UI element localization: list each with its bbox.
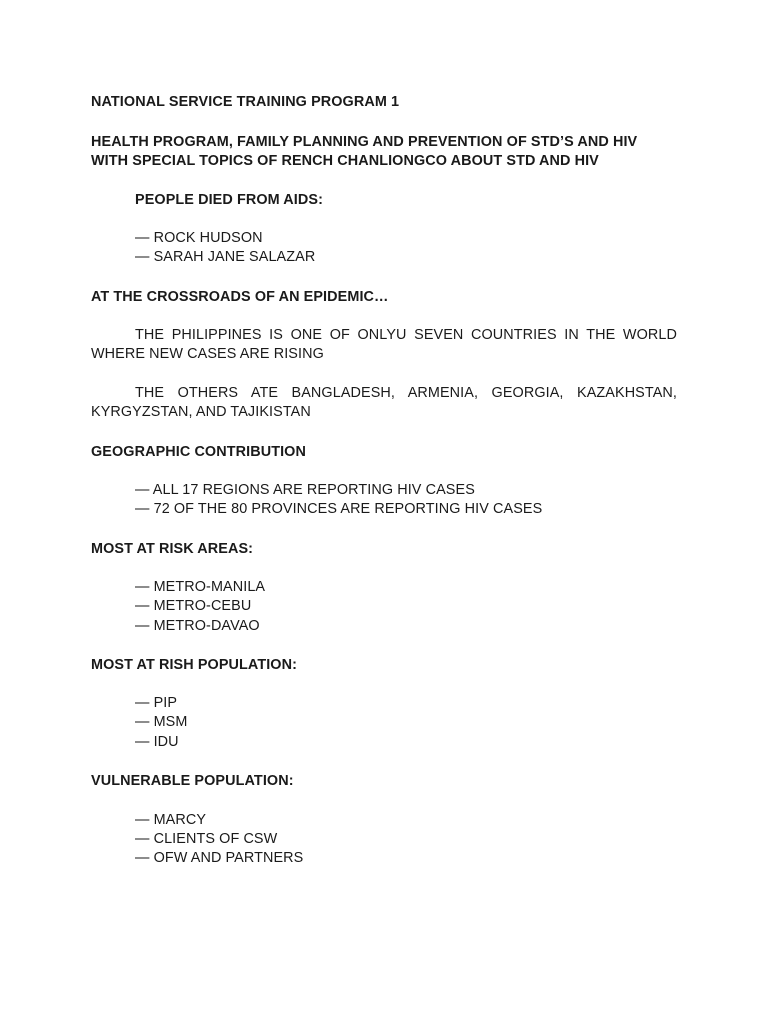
list-item: — METRO-DAVAO bbox=[135, 618, 260, 634]
list-item: — METRO-MANILA bbox=[135, 579, 266, 595]
vulnerable-heading: VULNERABLE POPULATION: bbox=[91, 773, 294, 789]
list-item: — OFW AND PARTNERS bbox=[135, 850, 304, 866]
list-item: — METRO-CEBU bbox=[135, 598, 252, 614]
list-item: — IDU bbox=[135, 734, 179, 750]
crossroads-paragraph-2-line-1: THE OTHERS ATE BANGLADESH, ARMENIA, GEORGIA, KAZAKHSTAN, bbox=[135, 385, 677, 401]
crossroads-paragraph-1-line-2: WHERE NEW CASES ARE RISING bbox=[91, 346, 324, 362]
crossroads-paragraph-1-line-1: THE PHILIPPINES IS ONE OF ONLYU SEVEN COUNTRIES IN THE WORLD bbox=[135, 327, 677, 343]
risk-areas-heading: MOST AT RISK AREAS: bbox=[91, 541, 254, 557]
risk-population-heading: MOST AT RISH POPULATION: bbox=[91, 657, 297, 673]
crossroads-paragraph-2-line-2: KYRGYZSTAN, AND TAJIKISTAN bbox=[91, 404, 311, 420]
geographic-heading: GEOGRAPHIC CONTRIBUTION bbox=[91, 444, 306, 460]
list-item: — 72 OF THE 80 PROVINCES ARE REPORTING HIV CASES bbox=[135, 501, 543, 517]
topic-title-line-2: WITH SPECIAL TOPICS OF RENCH CHANLIONGCO ABOUT STD AND HIV bbox=[91, 153, 599, 169]
list-item: — PIP bbox=[135, 695, 178, 711]
list-item: — MSM bbox=[135, 714, 188, 730]
list-item: — MARCY bbox=[135, 812, 207, 828]
list-item: — CLIENTS OF CSW bbox=[135, 831, 278, 847]
list-item: — ALL 17 REGIONS ARE REPORTING HIV CASES bbox=[135, 482, 475, 498]
list-item: — SARAH JANE SALAZAR bbox=[135, 249, 316, 265]
crossroads-heading: AT THE CROSSROADS OF AN EPIDEMIC… bbox=[91, 289, 389, 305]
list-item: — ROCK HUDSON bbox=[135, 230, 263, 246]
aids-deaths-heading: PEOPLE DIED FROM AIDS: bbox=[135, 192, 323, 208]
topic-title-line-1: HEALTH PROGRAM, FAMILY PLANNING AND PREVENTION OF STD’S AND HIV bbox=[91, 134, 638, 150]
course-title: NATIONAL SERVICE TRAINING PROGRAM 1 bbox=[91, 94, 400, 110]
